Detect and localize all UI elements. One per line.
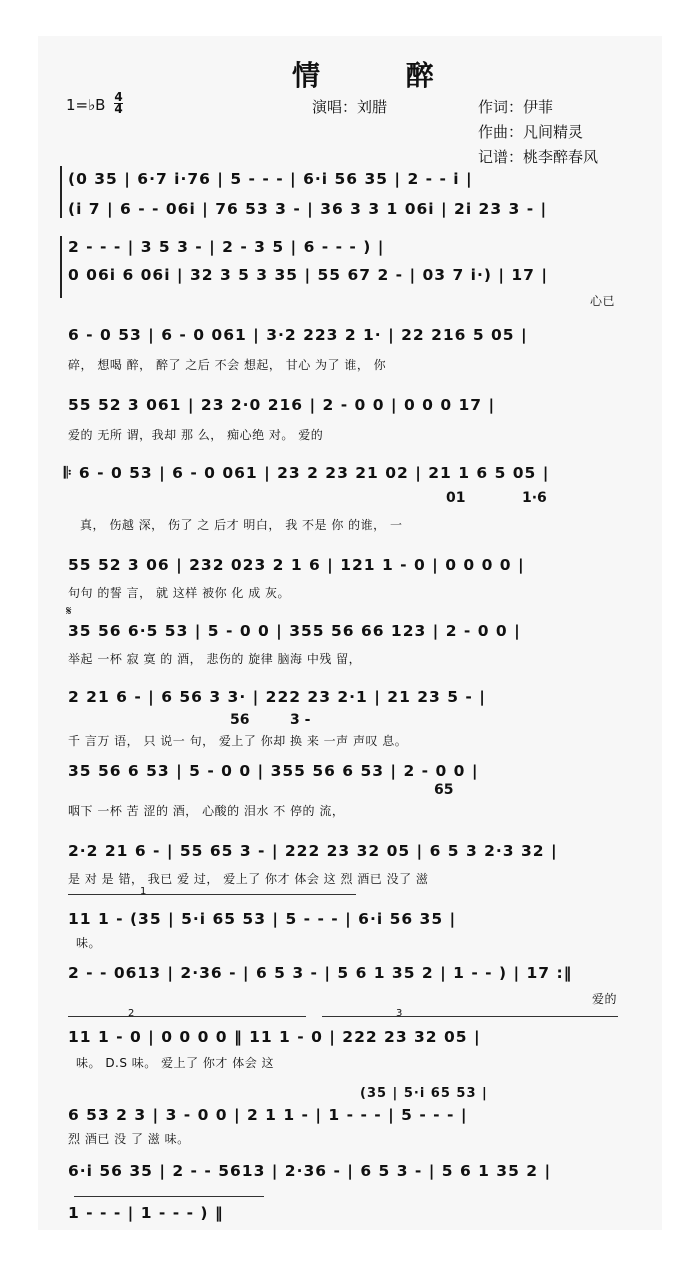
volta-3-label: 3 — [396, 1008, 403, 1019]
time-signature-bottom: 4 — [114, 102, 123, 116]
volta-2-label: 2 — [128, 1008, 135, 1019]
system-6-lyrics: 爱的 无所 谓，我却 那 么， 痴心绝 对。 爱的 — [68, 428, 324, 442]
brace-line-1 — [60, 166, 62, 218]
system-10-notes: 2 21 6 - | 6 56 3 3· | 222 23 2·1 | 21 23 5 - | — [68, 688, 486, 706]
system-4-lyrics: 心已 — [590, 294, 616, 308]
system-2-notes: (i 7 | 6 - - 06i | 76 53 3 - | 36 3 3 1 06i | 2i 23 3 - | — [68, 200, 548, 218]
transcriber-credit: 记谱：桃李醉春风 — [478, 148, 599, 166]
system-7-notes: 𝄆 6 - 0 53 | 6 - 0 061 | 23 2 23 21 02 | 21 1 6 5 05 | — [64, 464, 550, 482]
system-15-notes: 11 1 - 0 | 0 0 0 0 ‖ 11 1 - 0 | 222 23 32 05 | — [68, 1028, 481, 1046]
system-5-notes: 6 - 0 53 | 6 - 0 061 | 3·2 223 2 1· | 22 216 5 05 | — [68, 326, 528, 344]
alt-note-3: 56 — [230, 712, 250, 728]
time-signature-top: 4 — [114, 90, 123, 104]
system-13-notes: 11 1 - (35 | 5·i 65 53 | 5 - - - | 6·i 56 35 | — [68, 910, 457, 928]
lyricist-credit: 作词：伊菲 — [478, 98, 554, 116]
system-8-lyrics: 句句 的誓 言， 就 这样 被你 化 成 灰。 — [68, 586, 291, 600]
time-signature — [114, 92, 123, 115]
system-14-notes: 2 - - 0613 | 2·36 - | 6 5 3 - | 5 6 1 35 2 | 1 - - ) | 17 :‖ — [68, 964, 573, 982]
system-8-notes: 55 52 3 06 | 232 023 2 1 6 | 121 1 - 0 | 0 0 0 0 | — [68, 556, 525, 574]
system-17-notes: 6·i 56 35 | 2 - - 5613 | 2·36 - | 6 5 3 - | 5 6 1 35 2 | — [68, 1162, 552, 1180]
system-11-lyrics: 咽下 一杯 苦 涩的 酒， 心酸的 泪水 不 停的 流， — [68, 804, 345, 818]
volta-1-bracket — [68, 894, 356, 895]
system-12-notes: 2·2 21 6 - | 55 65 3 - | 222 23 32 05 | 6 5 3 2·3 32 | — [68, 842, 558, 860]
singer-credit: 演唱：刘腊 — [312, 98, 388, 116]
system-9-notes: 35 56 6·5 53 | 5 - 0 0 | 355 56 66 123 | 2 - 0 0 | — [68, 622, 521, 640]
brace-line-2 — [60, 236, 62, 298]
alt-note-2: 1·6 — [522, 490, 547, 506]
intro-repeat-notes: (35 | 5·i 65 53 | — [360, 1086, 488, 1101]
alt-note-4: 3 - — [290, 712, 311, 728]
system-13-lyrics: 味。 — [76, 936, 102, 950]
system-5-lyrics: 碎， 想喝 醉， 醉了 之后 不会 想起， 甘心 为了 谁， 你 — [68, 358, 387, 372]
segno-icon: 𝄋 — [66, 604, 72, 619]
alt-note-1: 01 — [446, 490, 466, 506]
tie-line-final — [74, 1196, 264, 1197]
volta-2-bracket — [68, 1016, 306, 1017]
system-18-notes: 1 - - - | 1 - - - ) ‖ — [68, 1204, 224, 1222]
system-16-notes: 6 53 2 3 | 3 - 0 0 | 2 1 1 - | 1 - - - | 5 - - - | — [68, 1106, 468, 1124]
composer-credit: 作曲：凡间精灵 — [478, 123, 584, 141]
system-12-lyrics: 是 对 是 错， 我已 爱 过， 爱上了 你才 体会 这 烈 酒已 没了 滋 — [68, 872, 429, 886]
volta-3-bracket — [322, 1016, 618, 1017]
system-4-notes: 0 06i 6 06i | 32 3 5 3 35 | 55 67 2 - | 03 7 i·) | 17 | — [68, 266, 549, 284]
system-1-notes: (0 35 | 6·7 i·76 | 5 - - - | 6·i 56 35 | 2 - - i | — [68, 170, 473, 188]
alt-note-5: 65 — [434, 782, 454, 798]
system-9-lyrics: 举起 一杯 寂 寞 的 酒， 悲伤的 旋律 脑海 中残 留， — [68, 652, 362, 666]
system-10-lyrics: 千 言万 语， 只 说一 句， 爱上了 你却 换 来 一声 声叹 息。 — [68, 734, 408, 748]
system-14-lyrics: 爱的 — [592, 992, 618, 1006]
system-3-notes: 2 - - - | 3 5 3 - | 2 - 3 5 | 6 - - - ) | — [68, 238, 385, 256]
system-16-lyrics: 烈 酒已 没 了 滋 味。 — [68, 1132, 190, 1146]
key-signature: 1=♭B — [66, 96, 106, 114]
system-7-lyrics: 真， 伤越 深， 伤了 之 后才 明白， 我 不是 你 的谁， 一 — [80, 518, 403, 532]
system-15-lyrics: 味。 D.S 味。 爱上了 你才 体会 这 — [76, 1056, 275, 1070]
song-title: 情 醉 — [292, 59, 472, 92]
volta-1-label: 1 — [140, 886, 147, 897]
system-6-notes: 55 52 3 061 | 23 2·0 216 | 2 - 0 0 | 0 0 0 17 | — [68, 396, 496, 414]
system-11-notes: 35 56 6 53 | 5 - 0 0 | 355 56 6 53 | 2 - 0 0 | — [68, 762, 479, 780]
